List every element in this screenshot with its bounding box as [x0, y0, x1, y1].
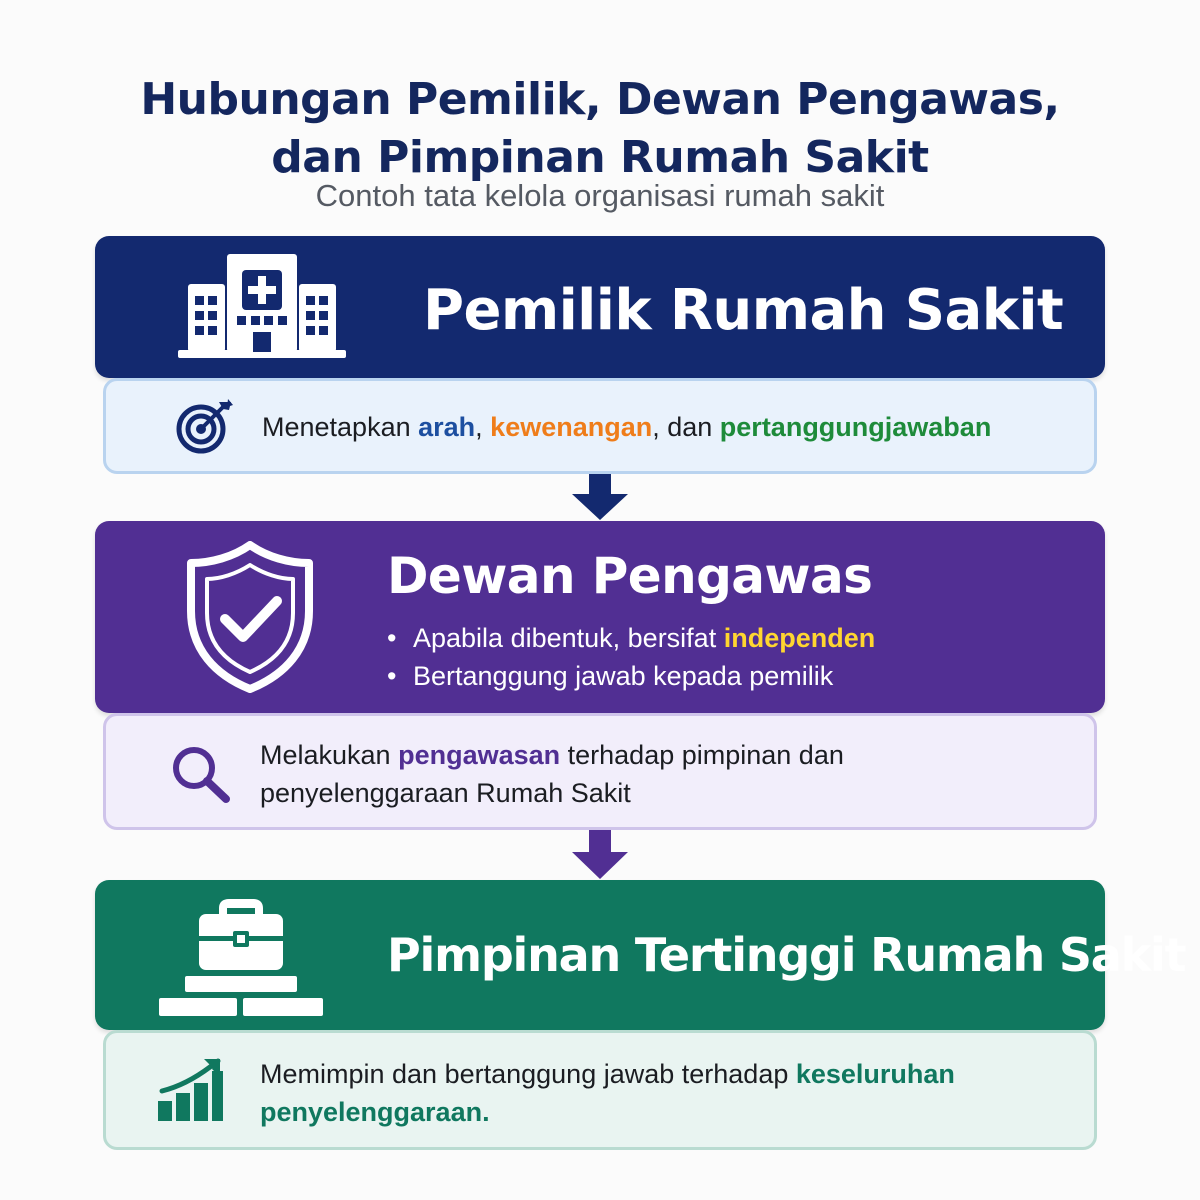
board-description-card: [103, 713, 1097, 830]
board-title: Dewan Pengawas: [387, 547, 873, 605]
director-band: [95, 880, 1186, 1030]
director-description: Memimpin dan bertanggung jawab terhadap keseluruhan penyelenggaraan.: [260, 1059, 955, 1127]
hospital-building-icon: [178, 254, 348, 360]
board-bullet-independence: • Apabila dibentuk, bersifat independen: [387, 619, 875, 657]
owner-description: Menetapkan arah, kewenangan, dan pertanggungjawaban: [262, 412, 992, 442]
briefcase-icon: [159, 896, 323, 1020]
term-kewenangan: kewenangan: [490, 412, 653, 442]
arrow-down-icon: [570, 474, 630, 521]
page-subtitle: Contoh tata kelola organisasi rumah sakit: [315, 178, 885, 213]
owner-band: [95, 236, 1105, 378]
growth-chart-icon: [158, 1057, 224, 1123]
term-pertanggungjawaban: pertanggungjawaban: [719, 412, 992, 442]
owner-title: Pemilik Rumah Sakit: [423, 278, 1064, 343]
owner-description-card: [103, 378, 1097, 474]
page-title: [0, 71, 1200, 187]
board-band: [95, 521, 1105, 713]
director-title: Pimpinan Tertinggi Rumah Sakit: [387, 928, 1186, 982]
title-line-1: Hubungan Pemilik, Dewan Pengawas,: [140, 74, 1060, 126]
board-description: Melakukan pengawasan terhadap pimpinan dan penyelenggaraan Rumah Sakit: [260, 740, 844, 808]
term-pengawasan: pengawasan: [398, 740, 561, 770]
board-bullet-accountability: • Bertanggung jawab kepada pemilik: [387, 657, 875, 695]
target-icon: [173, 399, 235, 455]
term-keseluruhan-penyelenggaraan: keseluruhan penyelenggaraan.: [260, 1059, 955, 1127]
magnifier-icon: [170, 744, 232, 804]
arrow-down-icon: [570, 830, 630, 880]
board-bullets: [387, 619, 875, 695]
shield-check-icon: [185, 541, 315, 693]
director-description-card: [103, 1030, 1097, 1150]
term-independen: independen: [723, 623, 876, 653]
title-line-2: dan Pimpinan Rumah Sakit: [271, 132, 929, 184]
term-arah: arah: [418, 412, 476, 442]
